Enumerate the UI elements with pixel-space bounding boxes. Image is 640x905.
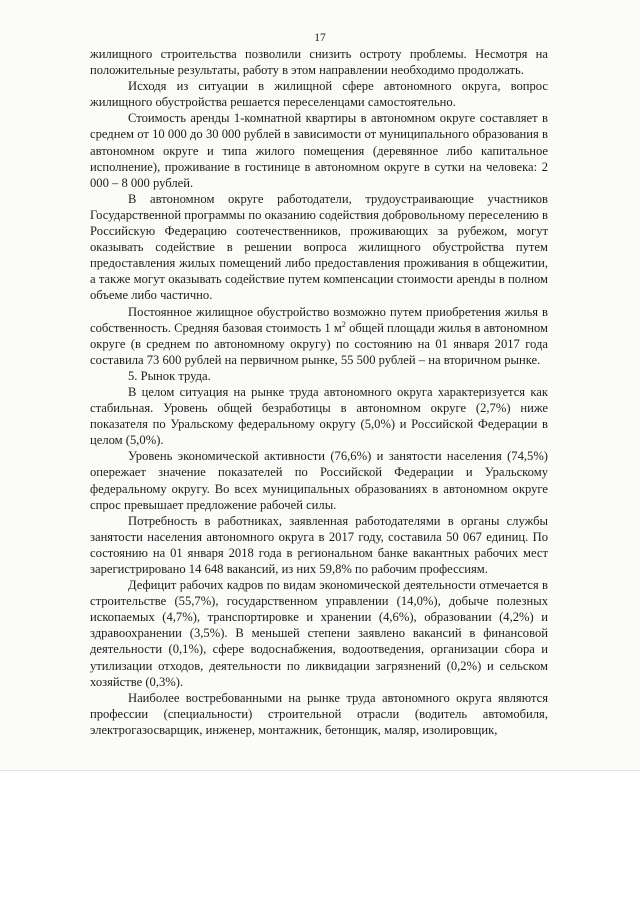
document-body	[90, 46, 548, 738]
paragraph-economic-activity: Уровень экономической активности (76,6%) и занятости населения (74,5%) опережает значение показателей по Российской Федерации и Уральскому федеральному округу. Во всех муниципальных образованиях в автономном округе спрос превышает предложение рабочей силы.	[90, 449, 548, 512]
paragraph-housing-self: Исходя из ситуации в жилищной сфере автономного округа, вопрос жилищного обустройства решается переселенцами самостоятельно.	[90, 79, 548, 110]
superscript-two: 2	[341, 319, 346, 329]
section-heading: 5. Рынок труда.	[128, 368, 211, 383]
paragraph-housing-purchase	[90, 304, 548, 368]
paragraph-continuation: жилищного строительства позволили снизить остроту проблемы. Несмотря на положительные результаты, работу в этом направлении необходимо продолжать.	[90, 47, 548, 78]
paragraph-staff-deficit: Дефицит рабочих кадров по видам экономической деятельности отмечается в строительстве (55,7%), государственном управлении (14,0%), добыче полезных ископаемых (4,7%), транспортировке и хранении (4,6%), образовании (4,2%) и здравоохранении (3,5%). В меньшей степени заявлено вакансий в финансовой деятельности (0,1%), сфере водоснабжения, водоотведения, организации сбора и утилизации отходов, деятельности по ликвидации загрязнений (0,2%) и сельском хозяйстве (0,3%).	[90, 578, 548, 689]
paragraph-rent-cost: Стоимость аренды 1-комнатной квартиры в автономном округе составляет в среднем от 10 000 до 30 000 рублей в зависимости от муниципального образования в автономном округе и типа жилого помещения (деревянное либо капитальное исполнение), проживание в гостинице в автономном округе в сутки на человека: 2 000 – 8 000 рублей.	[90, 111, 548, 190]
page-number: 17	[314, 32, 326, 44]
housing-purchase-text-end: общей площади жилья в автономном округе (в среднем по автономному округу) по состоянию на 01 января 2017 года составила 73 600 рублей на первичном рынке, 55 500 рублей – на вторичном рынке.	[90, 320, 549, 367]
paragraph-employer-support: В автономном округе работодатели, трудоустраивающие участников Государственной программы по оказанию содействия добровольному переселению в Российскую Федерацию соотечественников, проживающих за рубежом, могут оказывать содействие в решении вопроса жилищного обустройства путем предоставления жилых помещений либо предоставления проживания в общежитии, а также могут оказывать содействие путем компенсации стоимости аренды в полном объеме либо частично.	[90, 191, 548, 303]
paragraph-labor-stable: В целом ситуация на рынке труда автономного округа характеризуется как стабильная. Уровень общей безработицы в автономном округе (2,7%) ниже показателя по Уральскому федеральному округу (5,0%) и Российской Федерации в целом (5,0%).	[90, 384, 548, 448]
housing-purchase-text-start: Постоянное жилищное обустройство возможно путем приобретения жилья в собственность. Средняя базовая стоимость 1 м	[90, 304, 548, 335]
paragraph-worker-demand: Потребность в работниках, заявленная работодателями в органы службы занятости населения автономного округа в 2017 году, составила 50 067 единиц. По состоянию на 01 января 2018 года в региональном банке вакантных рабочих мест зарегистрировано 14 648 вакансий, из них 59,8% по рабочим профессиям.	[90, 513, 548, 576]
paragraph-demanded-professions: Наиболее востребованными на рынке труда автономного округа являются профессии (специальности) строительной отрасли (водитель автомобиля, электрогазосварщик, инженер, монтажник, бетонщик, маляр, изолировщик,	[90, 690, 548, 737]
